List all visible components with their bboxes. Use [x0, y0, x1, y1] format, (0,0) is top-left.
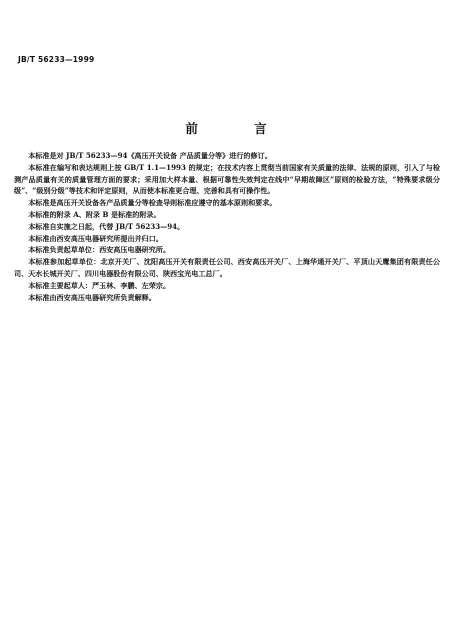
paragraph-principles: 本标准是高压开关设备各产品质量分等检查导则标准应遵守的基本原则和要求。: [28, 198, 277, 208]
page-title: 前 言: [185, 121, 293, 136]
paragraph-main-drafters: 本标准主要起草人：严玉林、李鹏、左荣宗。: [28, 280, 171, 290]
standard-code: JB/T 56233—1999: [18, 55, 95, 64]
paragraph-interpretation: 本标准由西安高压电器研究所负责解释。: [28, 292, 156, 302]
paragraph-lead-drafter: 本标准负责起草单位：西安高压电器研究所。: [28, 245, 171, 255]
paragraph-revision-note: 本标准是对 JB/T 56233—94《高压开关设备 产品质量分等》进行的修订。: [28, 151, 272, 160]
paragraph-technical-content: 本标准在编写和表达规则上按 GB/T 1.1—1993 的规定；在技术内容上贯彻当前国家有关质量的法律、法规的原则，引入了与检测产品质量有关的质量管理方面的要求；采用加大样本量、根据可靠性失效判定在线中“早期故障区”原则的检验方法，“特殊要求级分级”、“级别分级”等技术和评定原则，从而使本标准更合理、完善和具有可操作性。: [14, 162, 440, 196]
paragraph-replacement: 本标准自实施之日起，代替 JB/T 56233—94。: [28, 221, 185, 231]
foreword-body: [14, 150, 440, 303]
paragraph-appendix: 本标准的附录 A、附录 B 是标准的附录。: [28, 209, 161, 219]
paragraph-proposer: 本标准由西安高压电器研究所提出并归口。: [28, 233, 163, 243]
paragraph-participating-units: 本标准参加起草单位：北京开关厂、沈阳高压开关有限责任公司、西安高压开关厂、上海华通开关厂、平顶山天鹰集团有限责任公司、天水长城开关厂、四川电器股份有限公司、陕西宝光电工总厂。: [14, 257, 440, 278]
